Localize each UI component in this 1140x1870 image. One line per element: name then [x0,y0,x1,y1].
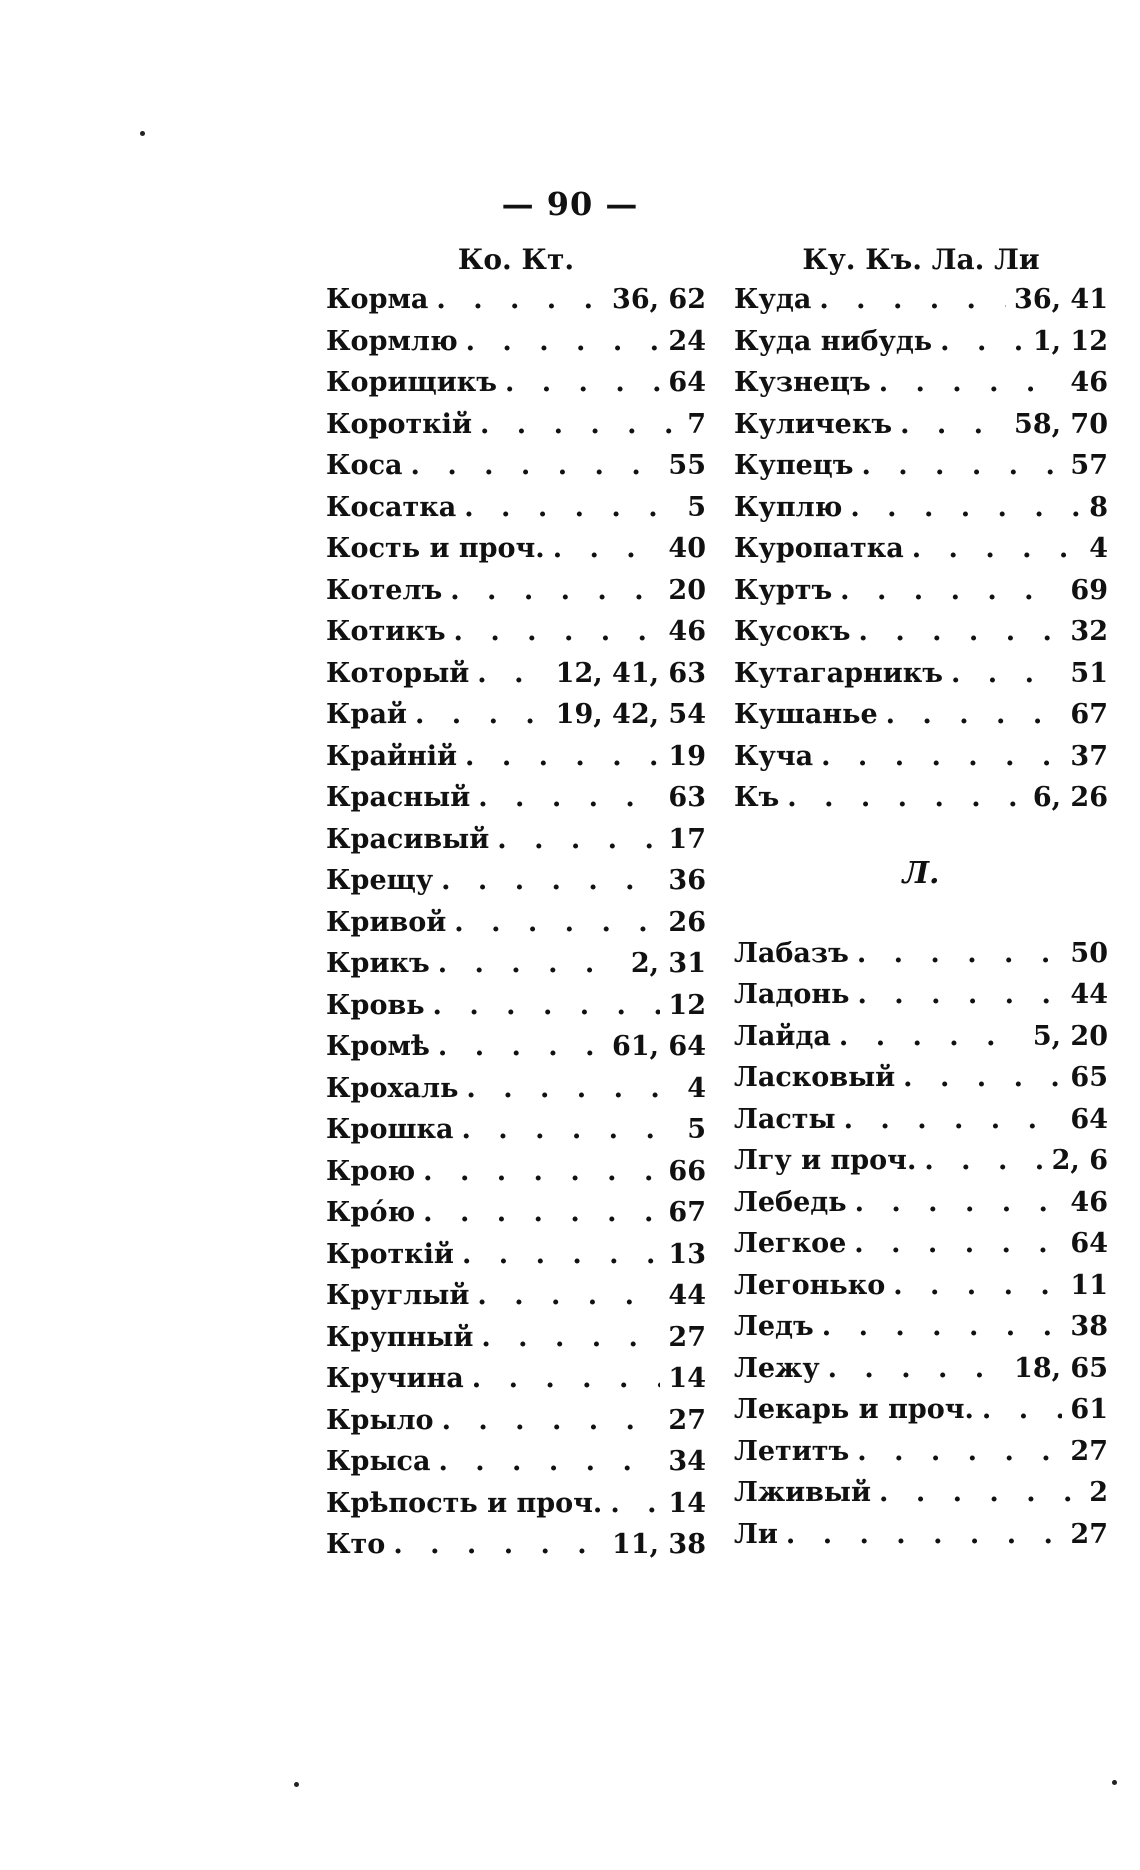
index-entry-pages: 61 [1070,1394,1108,1425]
index-entry-word: Ласты [734,1103,836,1135]
index-entry-word: Крохаль [326,1072,459,1104]
dot-leader [861,450,1062,481]
dot-leader [465,741,660,772]
dot-leader [821,741,1062,772]
index-entry-pages: 65 [1070,1062,1108,1093]
index-entry-word: Край [326,699,407,730]
index-entry-pages: 44 [1070,979,1108,1010]
index-entry [326,907,706,949]
index-entry-word: Красный [326,782,471,813]
index-entry [734,533,1108,575]
dot-leader [840,575,1062,606]
index-entry-pages: 8 [1089,491,1108,523]
index-entry-pages: 11, 38 [612,1529,706,1560]
index-entry-pages: 61, 64 [612,1031,706,1062]
dot-leader [441,865,660,896]
index-entry-word: Крупный [326,1321,474,1353]
dot-leader [472,1363,661,1394]
index-entry [326,782,706,824]
index-entry-pages: 50 [1070,937,1108,969]
page-number: — 90 — [501,185,639,223]
index-entry-word: Легонько [734,1269,886,1301]
dot-leader [454,907,660,938]
left-index-column [326,240,706,1571]
index-entry [734,938,1108,980]
index-entry-pages: 36 [668,865,706,896]
dot-leader [462,1239,660,1270]
dot-leader [454,616,661,647]
index-entry-pages: 38 [1070,1311,1108,1342]
index-entry-word: Крайній [326,740,458,772]
dot-leader [553,533,661,564]
index-entry-pages: 17 [668,823,706,855]
index-entry-word: Ладонь [734,979,850,1010]
index-entry [734,979,1108,1021]
index-entry-word: Крóю [326,1197,416,1228]
index-entry [326,1405,706,1447]
dot-leader [466,1073,679,1104]
print-speck [294,1782,299,1787]
dot-leader [859,616,1063,647]
index-entry-word: Корма [326,284,429,315]
index-entry-word: Куропатка [734,533,904,564]
index-entry-pages: 12 [668,989,706,1021]
dot-leader [822,1311,1063,1342]
index-entry [734,1270,1108,1312]
dot-leader [411,450,661,481]
dot-leader [893,1270,1062,1301]
index-entry-pages: 14 [668,1487,706,1519]
dot-leader [886,699,1063,730]
dot-leader [438,948,623,979]
index-entry-word: Кривой [326,906,447,938]
index-entry-word: Круглый [326,1280,470,1311]
index-entry-word: Ледъ [734,1311,814,1342]
section-l-heading: Л. [902,855,940,891]
index-entry-word: Крикъ [326,948,430,979]
dot-leader [839,1021,1025,1052]
index-entry-word: Котелъ [326,574,443,606]
index-entry [734,284,1108,326]
dot-leader [787,782,1025,813]
index-entry-word: Крыло [326,1404,434,1436]
index-entry-pages: 5 [687,1114,706,1145]
dot-leader [903,1062,1062,1093]
index-entry [734,450,1108,492]
index-entry [326,948,706,990]
dot-leader [442,1405,661,1436]
index-entry-word: Лекарь и проч. [734,1394,974,1425]
index-entry [326,1280,706,1322]
index-entry-word: Кровь [326,989,425,1021]
index-entry-pages: 19, 42, 54 [555,699,706,730]
dot-leader [505,367,660,398]
dot-leader [477,658,547,689]
index-entry-word: Крыса [326,1446,431,1477]
dot-leader [464,492,679,523]
index-entry-pages: 18, 65 [1014,1352,1108,1384]
index-entry-word: Лгу и проч. [734,1145,917,1176]
index-entry [326,658,706,700]
index-entry-word: Къ [734,782,780,813]
index-entry-word: Куча [734,740,814,772]
index-entry [734,1311,1108,1353]
index-entry [734,492,1108,534]
index-entry [326,616,706,658]
index-entry-pages: 55 [668,450,706,481]
index-entry-word: Короткій [326,408,472,440]
index-entry-word: Кроткій [326,1238,454,1270]
dot-leader [423,1197,660,1228]
dot-leader [480,409,679,440]
index-entry [326,1073,706,1115]
index-entry-word: Косатка [326,491,457,523]
dot-leader [924,1145,1043,1176]
index-entry [326,990,706,1032]
dot-leader [438,1446,660,1477]
index-entry [326,533,706,575]
index-entry-word: Лайда [734,1020,831,1052]
index-entry-word: Куплю [734,491,843,523]
index-entry-pages: 67 [1070,699,1108,730]
index-entry [734,367,1108,409]
right-index-column [734,240,1108,1560]
dot-leader [879,1477,1081,1508]
dot-leader [461,1114,679,1145]
index-entry [734,1187,1108,1229]
index-entry [326,1446,706,1488]
dot-leader [854,1228,1062,1259]
index-entry-word: Крошка [326,1114,454,1145]
index-entry [326,1156,706,1198]
index-entry-pages: 2, 31 [630,948,706,979]
dot-leader [857,938,1063,969]
index-entry-pages: 27 [668,1404,706,1436]
index-entry-pages: 46 [668,616,706,647]
dot-leader [819,284,1006,315]
index-entry-word: Легкое [734,1228,847,1259]
index-entry-pages: 36, 62 [612,284,706,315]
index-entry [326,1031,706,1073]
index-entry-word: Куда нибудь [734,325,933,357]
index-entry-word: Ли [734,1518,778,1550]
index-entry-pages: 2, 6 [1051,1145,1108,1176]
index-entry-pages: 66 [668,1155,706,1187]
index-entry-word: Лабазъ [734,937,849,969]
index-entry [734,1353,1108,1395]
index-entry-pages: 64 [668,367,706,398]
index-entry [734,1436,1108,1478]
index-entry-word: Кусокъ [734,616,851,647]
index-entry-pages: 4 [1089,533,1108,564]
index-entry [326,1239,706,1281]
index-entry-pages: 69 [1070,574,1108,606]
index-entry [326,1322,706,1364]
dot-leader [433,990,661,1021]
index-entry [734,575,1108,617]
index-entry-pages: 64 [1070,1228,1108,1259]
index-entry [326,1488,706,1530]
dot-leader [786,1519,1063,1550]
index-entry [734,658,1108,700]
section-gap [734,824,1108,854]
dot-leader [478,782,660,813]
dot-leader [982,1394,1063,1425]
index-entry [734,616,1108,658]
index-entry-word: Кость и проч. [326,533,545,564]
index-entry-word: Купецъ [734,450,854,481]
index-entry-pages: 36, 41 [1014,284,1108,315]
index-entry-word: Крѣпость и проч. [326,1487,603,1519]
index-entry [326,1363,706,1405]
index-entry-word: Кузнецъ [734,367,871,398]
index-entry-pages: 2 [1089,1477,1108,1508]
index-entry [326,699,706,741]
index-entry [734,326,1108,368]
index-entry-word: Котикъ [326,616,446,647]
index-entry-word: Корищикъ [326,367,497,398]
index-entry-word: Лживый [734,1477,872,1508]
index-entry-pages: 11 [1070,1269,1108,1301]
index-entry [326,326,706,368]
index-entry-pages: 46 [1070,367,1108,398]
index-entry [734,1519,1108,1561]
dot-leader [900,409,1006,440]
index-entry-pages: 46 [1070,1186,1108,1218]
dot-leader [857,979,1062,1010]
index-entry-pages: 7 [687,408,706,440]
index-entry [734,1062,1108,1104]
index-entry [326,284,706,326]
index-entry [734,1477,1108,1519]
dot-leader [828,1353,1006,1384]
index-entry-pages: 19 [668,740,706,772]
index-entry [326,575,706,617]
index-entry-word: Кутагарникъ [734,657,943,689]
index-entry-word: Коса [326,450,403,481]
index-entry-word: Кромѣ [326,1031,430,1062]
index-entry [734,1021,1108,1063]
index-entry-pages: 57 [1070,450,1108,481]
index-entry [326,741,706,783]
index-entry-word: Куличекъ [734,408,893,440]
index-entry [326,1197,706,1239]
index-entry-pages: 37 [1070,740,1108,772]
index-entry-word: Кормлю [326,325,458,357]
index-entry-pages: 20 [668,574,706,606]
dot-leader [415,699,548,730]
index-entry-word: Куда [734,284,812,315]
index-entry [734,1394,1108,1436]
index-entry-pages: 27 [1070,1435,1108,1467]
index-entry-pages: 5, 20 [1032,1020,1108,1052]
index-entry-pages: 1, 12 [1032,325,1108,357]
index-entry-pages: 40 [668,533,706,564]
index-entry-pages: 12, 41, 63 [555,657,706,689]
index-entry [734,699,1108,741]
dot-leader [855,1187,1063,1218]
index-entry [326,492,706,534]
index-entry-pages: 58, 70 [1014,408,1108,440]
index-entry-pages: 24 [668,325,706,357]
index-entry-pages: 27 [1070,1518,1108,1550]
index-entry-word: Красивый [326,823,490,855]
dot-leader [481,1322,660,1353]
index-entry [326,409,706,451]
index-entry-pages: 4 [687,1072,706,1104]
dot-leader [497,824,660,855]
index-entry-pages: 5 [687,491,706,523]
dot-leader [610,1488,660,1519]
index-entry-word: Кушанье [734,699,878,730]
index-entry-word: Куртъ [734,574,833,606]
index-entry-word: Летитъ [734,1435,850,1467]
dot-leader [436,284,604,315]
index-entry-word: Крещу [326,865,434,896]
dot-leader [466,326,661,357]
index-entry [734,1104,1108,1146]
dot-leader [857,1436,1062,1467]
right-entry-list-l [734,938,1108,1561]
left-entry-list [326,284,706,1571]
index-entry-pages: 34 [668,1446,706,1477]
dot-leader [393,1529,604,1560]
index-entry-pages: 14 [668,1363,706,1394]
index-entry-word: Лежу [734,1352,820,1384]
index-entry-word: Крою [326,1155,416,1187]
index-entry-pages: 64 [1070,1103,1108,1135]
print-speck [140,131,145,136]
print-speck [1112,1780,1117,1785]
left-column-heading: Ко. Кт. [457,243,575,276]
index-entry-word: Лебедь [734,1186,847,1218]
dot-leader [912,533,1081,564]
index-entry-word: Который [326,657,470,689]
index-entry-word: Кручина [326,1363,464,1394]
index-entry-pages: 6, 26 [1032,782,1108,813]
index-entry [734,409,1108,451]
dot-leader [450,575,660,606]
dot-leader [850,492,1081,523]
dot-leader [423,1156,660,1187]
index-entry [326,367,706,409]
index-entry [326,1529,706,1571]
index-entry-pages: 13 [668,1238,706,1270]
dot-leader [438,1031,604,1062]
index-entry-pages: 27 [668,1321,706,1353]
index-entry-word: Кто [326,1529,386,1560]
dot-leader [844,1104,1063,1135]
right-column-heading: Ку. Къ. Ла. Ли [802,243,1040,276]
index-entry-pages: 67 [668,1197,706,1228]
dot-leader [951,658,1062,689]
right-entry-list-k [734,284,1108,824]
dot-leader [879,367,1063,398]
index-entry [734,782,1108,824]
index-entry [326,865,706,907]
index-entry-pages: 44 [668,1280,706,1311]
dot-leader [940,326,1025,357]
index-entry [326,1114,706,1156]
index-entry-pages: 26 [668,906,706,938]
index-entry [734,1228,1108,1270]
index-entry [734,1145,1108,1187]
index-entry [734,741,1108,783]
index-entry-pages: 32 [1070,616,1108,647]
index-entry [326,824,706,866]
index-entry-word: Ласковый [734,1062,896,1093]
index-entry-pages: 51 [1070,657,1108,689]
dot-leader [477,1280,660,1311]
index-entry [326,450,706,492]
index-entry-pages: 63 [668,782,706,813]
